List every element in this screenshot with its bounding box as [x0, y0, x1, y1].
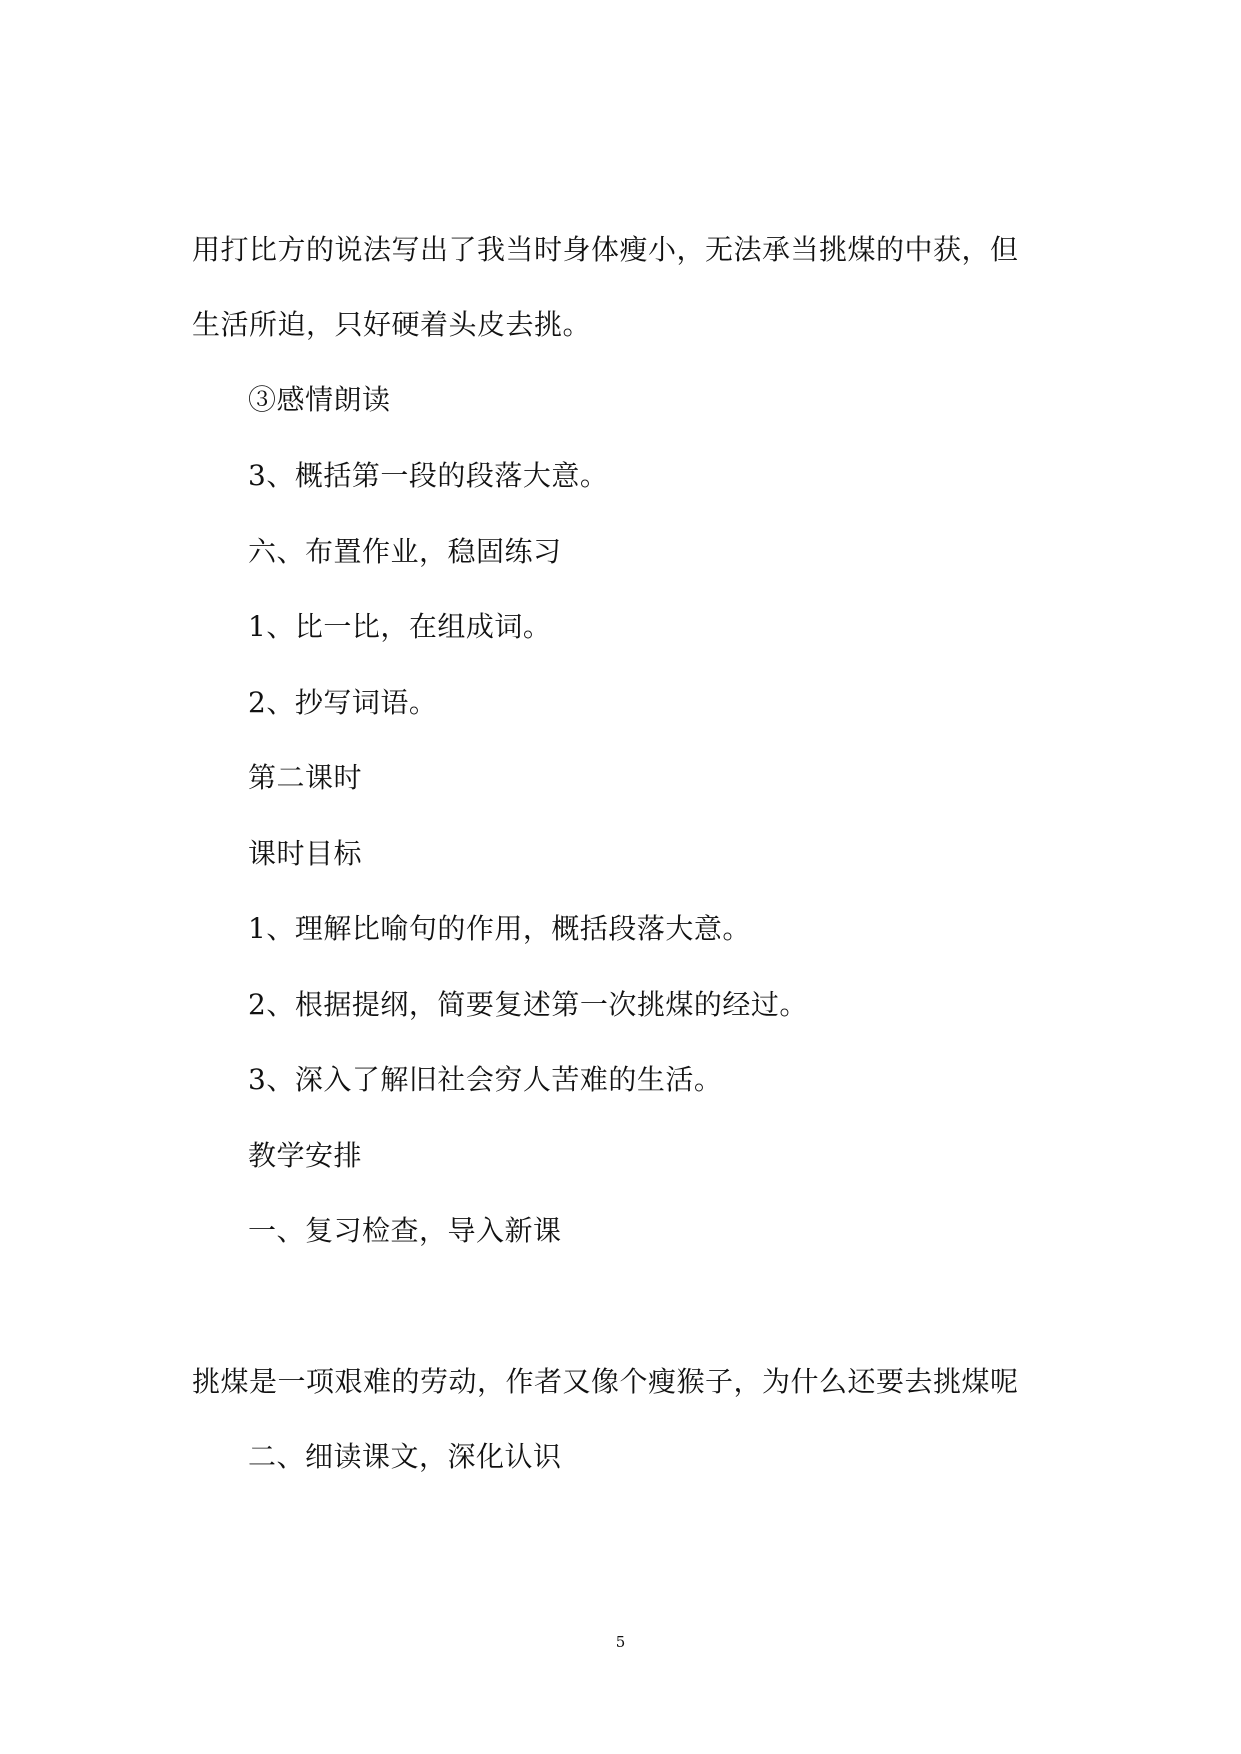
- list-item: 2、抄写词语。: [248, 686, 438, 719]
- paragraph-line: 挑煤是一项艰难的劳动，作者又像个瘦猴子，为什么还要去挑煤呢: [192, 1365, 1019, 1398]
- subheading-line: ③感情朗读: [248, 383, 391, 416]
- paragraph-line: 用打比方的说法写出了我当时身体瘦小，无法承当挑煤的中获，但: [192, 233, 1019, 266]
- section-heading: 教学安排: [248, 1139, 363, 1172]
- section-heading: 课时目标: [248, 837, 363, 870]
- section-heading: 一、复习检查，导入新课: [248, 1214, 562, 1247]
- list-item: 2、根据提纲，简要复述第一次挑煤的经过。: [248, 988, 808, 1021]
- list-item: 1、理解比喻句的作用，概括段落大意。: [248, 912, 751, 945]
- list-item: 1、比一比，在组成词。: [248, 610, 552, 643]
- paragraph-line: 生活所迫，只好硬着头皮去挑。: [192, 308, 592, 341]
- list-item: 3、深入了解旧社会穷人苦难的生活。: [248, 1063, 723, 1096]
- page-number: 5: [615, 1633, 626, 1651]
- list-item: 3、概括第一段的段落大意。: [248, 459, 609, 492]
- section-heading: 六、布置作业，稳固练习: [248, 535, 562, 568]
- section-heading: 第二课时: [248, 761, 363, 794]
- section-heading: 二、细读课文，深化认识: [248, 1440, 562, 1473]
